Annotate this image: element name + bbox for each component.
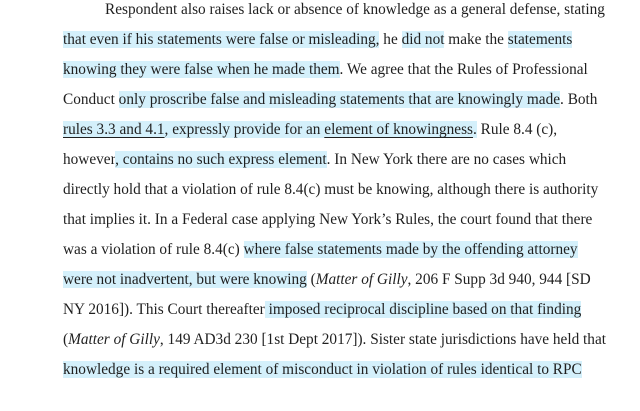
- underlined-highlighted-text: rules 3.3 and 4.1: [63, 121, 165, 138]
- underlined-highlighted-text: element of knowingness: [324, 121, 473, 138]
- highlighted-text: were not inadvertent, but were knowing: [63, 271, 307, 288]
- text-line: [63, 240, 578, 260]
- text-line: [63, 90, 597, 110]
- text-line: [63, 300, 581, 320]
- case-citation: Matter of Gilly: [315, 271, 408, 288]
- text-segment: NY 2016]). This Court thereafter: [63, 301, 265, 318]
- text-segment: he: [379, 31, 402, 48]
- text-segment: make the: [444, 31, 508, 48]
- highlighted-text: that even if his statements were false or misleading,: [63, 31, 380, 48]
- highlighted-text: only proscribe false and misleading statements that are knowingly made: [118, 91, 561, 108]
- text-segment: . Both: [560, 91, 598, 108]
- text-line: [105, 0, 605, 20]
- text-line: [63, 120, 557, 140]
- highlighted-text: statements: [507, 31, 573, 48]
- highlighted-text: knowing they were false when he made them: [63, 61, 340, 78]
- text-line: [63, 30, 572, 50]
- highlighted-text: knowledge is a required element of misconduct in violation of rules identical to RPC: [63, 361, 582, 378]
- text-line: [63, 330, 606, 350]
- highlighted-text: , contains no such express element: [115, 151, 327, 168]
- text-segment: , 206 F Supp 3d 940, 944 [SD: [407, 271, 591, 288]
- text-segment: Respondent also raises lack or absence of knowledge as a general defense, stating: [105, 1, 605, 18]
- highlighted-text: .: [472, 121, 477, 138]
- text-segment: . In New York there are no cases which: [326, 151, 567, 168]
- case-citation: Matter of Gilly: [68, 331, 160, 348]
- text-segment: directly hold that a violation of rule 8.4(c) must be knowing, although there is authority: [63, 181, 599, 198]
- text-segment: . We agree that the Rules of Professional: [339, 61, 588, 78]
- highlighted-text: ,: [164, 121, 169, 138]
- text-line: [63, 60, 588, 80]
- highlighted-text: imposed reciprocal discipline based on that finding: [264, 301, 582, 318]
- text-segment: however: [63, 151, 116, 168]
- text-segment: , 149 AD3d 230 [1st Dept 2017]). Sister state jurisdictions have held that: [159, 331, 606, 348]
- text-segment: was a violation of rule 8.4(c): [63, 241, 244, 258]
- text-segment: that implies it. In a Federal case applying New York’s Rules, the court found that there: [63, 211, 593, 228]
- text-segment: Conduct: [63, 91, 119, 108]
- text-segment: Rule 8.4 (c),: [476, 121, 558, 138]
- highlighted-text: where false statements made by the offending attorney: [243, 241, 578, 258]
- text-line: [63, 150, 566, 170]
- text-line: [63, 210, 592, 230]
- text-line: [63, 180, 598, 200]
- text-segment: (: [306, 271, 316, 288]
- text-line: [63, 360, 582, 380]
- highlighted-text: did not: [401, 31, 445, 48]
- text-segment: (: [63, 331, 69, 348]
- text-line: [63, 270, 591, 290]
- highlighted-text: expressly provide for an: [168, 121, 325, 138]
